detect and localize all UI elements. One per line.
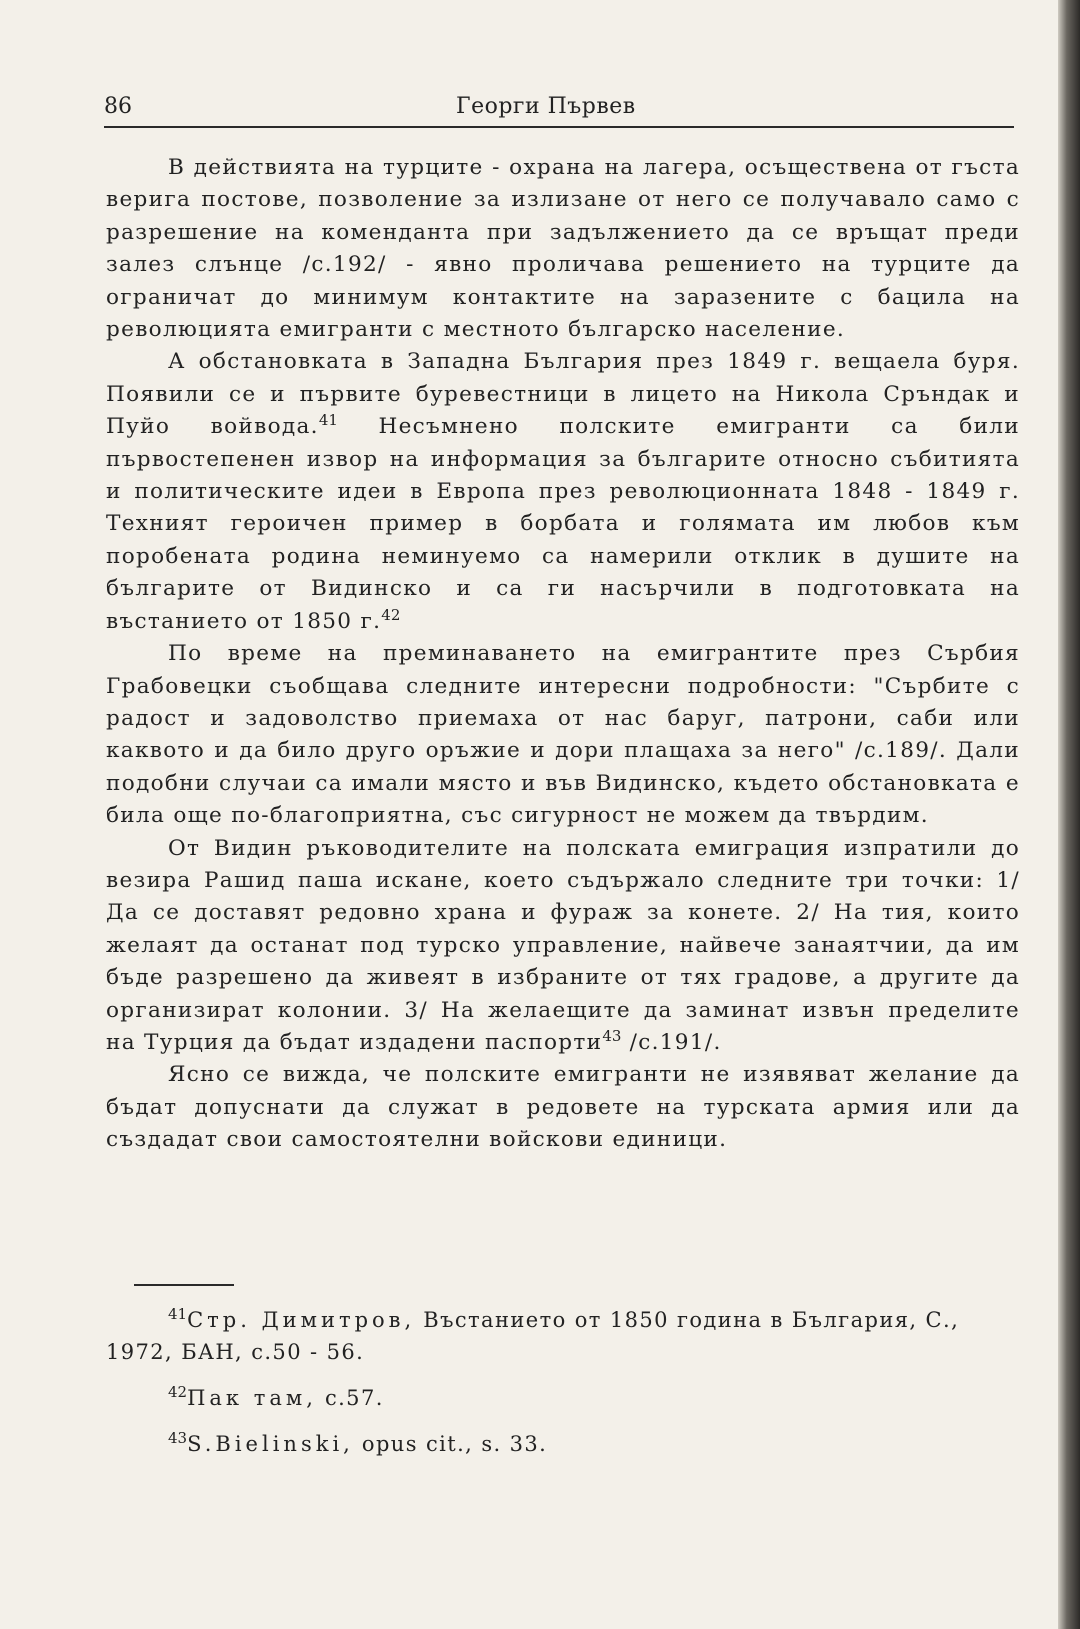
footnote-number: 42: [168, 1383, 188, 1401]
paragraph: [106, 1059, 1020, 1156]
footnote-author: S.Bielinski,: [187, 1432, 354, 1456]
body-text: [106, 152, 1020, 1157]
footnote-reference[interactable]: 41: [318, 411, 338, 430]
paragraph: [106, 152, 1020, 346]
footnote: [106, 1382, 1020, 1414]
paragraph: [106, 346, 1020, 638]
paragraph-text: А обстановката в Западна България през 1849 г. вещаела буря. Появили се и първите буревестници в лицето на Никола Сръндак и Пуйо войвода.: [106, 349, 1020, 440]
footnote: [106, 1428, 1020, 1460]
paragraph: [106, 638, 1020, 832]
paragraph-text: От Видин ръководителите на полската емиграция изпратили до везира Рашид паша искане, което съдържало следните три точки: 1/ Да се доставят редовно храна и фураж за конете. 2/ На тия, които желаят да останат под турско управление, найвече занаятчии, да им бъде разрешено да живеят в избраните от тях градове, а другите да организират колонии. 3/ На желаещите да заминат извън пределите на Турция да бъдат издадени паспорти: [106, 835, 1020, 1055]
footnote: [106, 1304, 1020, 1368]
footnote-author: Стр. Димитров,: [187, 1308, 416, 1332]
paragraph: [106, 833, 1020, 1060]
footnote-reference[interactable]: 43: [602, 1026, 622, 1045]
page-header: [104, 90, 1014, 128]
paragraph-text: Ясно се вижда, че полските емигранти не изявяват желание да бъдат допуснати да служат в редовете на турската армия или да създадат свои самостоятелни войскови единици.: [106, 1062, 1020, 1153]
footnote-reference[interactable]: 42: [381, 605, 401, 624]
footnote-text: opus cit., s. 33.: [353, 1432, 548, 1456]
footnote-number: 43: [168, 1429, 188, 1447]
running-title: Георги Първев: [456, 94, 636, 119]
paragraph-text: В действията на турците - охрана на лагера, осъществена от гъста верига постове, позволение за излизане от него се получавало само с разрешение на коменданта при задължението да се връщат преди залез слънце /с.192/ - явно проличава решението на турците да ограничат до минимум контактите на заразените с бацила на революцията емигранти с местното българско население.: [106, 155, 1020, 343]
footnote-author: Пак там,: [187, 1386, 317, 1410]
book-spine-shadow: [1058, 0, 1080, 1629]
footnotes: [106, 1304, 1020, 1474]
footnote-text: с.57.: [316, 1386, 384, 1410]
paragraph-text: /с.191/.: [621, 1029, 722, 1055]
page-number: 86: [104, 94, 132, 119]
footnote-separator: [134, 1284, 234, 1286]
footnote-text: Въстанието от 1850 година в България, С., 1972, БАН, с.50 - 56.: [106, 1308, 960, 1364]
footnote-number: 41: [168, 1305, 188, 1323]
paragraph-text: Несъмнено полските емигранти са били първостепенен извор на информация за българите относно събитията и политическите идеи в Европа през революционната 1848 - 1849 г. Техният героичен пример в борбата и голямата им любов към поробената родина неминуемо са намерили отклик в душите на българите от Видинско и са ги насърчили в подготовката на въстанието от 1850 г.: [106, 414, 1020, 634]
paragraph-text: По време на преминаването на емигрантите през Сърбия Грабовецки съобщава следните интересни подробности: "Сърбите с радост и задоволство приемаха от нас баруг, патрони, саби или каквото и да било друго оръжие и дори плащаха за него" /с.189/. Дали подобни случаи са имали място и във Видинско, където обстановката е била още по-благоприятна, със сигурност не можем да твърдим.: [106, 641, 1020, 829]
